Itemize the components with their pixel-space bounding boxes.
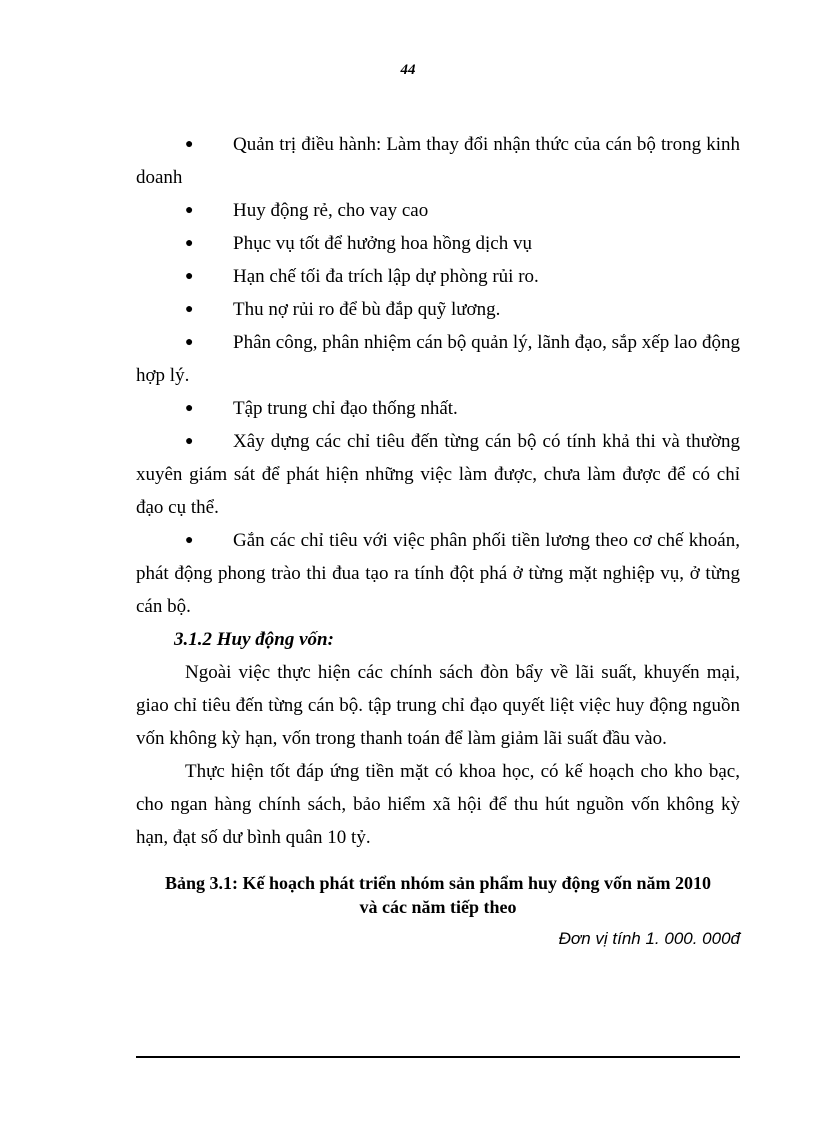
bullet-text: Thu nợ rủi ro để bù đắp quỹ lương.: [233, 299, 501, 320]
bullet-icon: ●: [185, 236, 194, 251]
bullet-icon: ●: [185, 203, 194, 218]
unit-note: Đơn vị tính 1. 000. 000đ: [558, 929, 740, 948]
bullet-item: [136, 227, 740, 260]
bullet-item: [136, 524, 740, 623]
bullet-icon: ●: [185, 434, 194, 449]
document-body: [136, 128, 740, 953]
section-heading: 3.1.2 Huy động vốn:: [174, 629, 334, 650]
bullet-item: [136, 293, 740, 326]
bullet-item: [136, 392, 740, 425]
table-caption-line: và các năm tiếp theo: [359, 897, 517, 917]
bullet-text: Xây dựng các chỉ tiêu đến từng cán bộ có tính khả thi và thường xuyên giám sát để phát hiện những việc làm được, chưa làm được để có chỉ đạo cụ thể.: [136, 431, 740, 518]
bullet-item: [136, 260, 740, 293]
bullet-text: Gắn các chỉ tiêu với việc phân phối tiền lương theo cơ chế khoán, phát động phong trào thi đua tạo ra tính đột phá ở từng mặt nghiệp vụ, ở từng cán bộ.: [136, 530, 740, 617]
bullet-item: [136, 326, 740, 392]
bullet-item: [136, 425, 740, 524]
page-number: 44: [400, 62, 416, 78]
bullet-text: Quản trị điều hành: Làm thay đổi nhận thức của cán bộ trong kinh doanh: [136, 134, 740, 188]
bullet-icon: ●: [185, 269, 194, 284]
footer-divider: [136, 1056, 740, 1058]
bullet-text: Hạn chế tối đa trích lập dự phòng rủi ro.: [233, 266, 539, 287]
bullet-item: [136, 194, 740, 227]
bullet-icon: ●: [185, 533, 194, 548]
table-caption-line: Bảng 3.1: Kế hoạch phát triển nhóm sản phẩm huy động vốn năm 2010: [164, 873, 712, 893]
paragraph: Thực hiện tốt đáp ứng tiền mặt có khoa học, có kế hoạch cho kho bạc, cho ngan hàng chính sách, bảo hiểm xã hội để thu hút nguồn vốn không kỳ hạn, đạt số dư bình quân 10 tỷ.: [136, 761, 740, 848]
bullet-text: Phục vụ tốt để hưởng hoa hồng dịch vụ: [233, 233, 532, 254]
bullet-icon: ●: [185, 401, 194, 416]
bullet-icon: ●: [185, 302, 194, 317]
bullet-text: Phân công, phân nhiệm cán bộ quản lý, lãnh đạo, sắp xếp lao động hợp lý.: [136, 332, 740, 386]
bullet-text: Huy động rẻ, cho vay cao: [233, 200, 429, 221]
paragraph: Ngoài việc thực hiện các chính sách đòn bẩy về lãi suất, khuyến mại, giao chỉ tiêu đến từng cán bộ. tập trung chỉ đạo quyết liệt việc huy động nguồn vốn không kỳ hạn, vốn trong thanh toán để làm giảm lãi suất đầu vào.: [136, 662, 740, 749]
bullet-icon: ●: [185, 335, 194, 350]
bullet-item: [136, 128, 740, 194]
table-caption: [136, 871, 740, 919]
bullet-text: Tập trung chỉ đạo thống nhất.: [233, 398, 458, 419]
bullet-icon: ●: [185, 137, 194, 152]
